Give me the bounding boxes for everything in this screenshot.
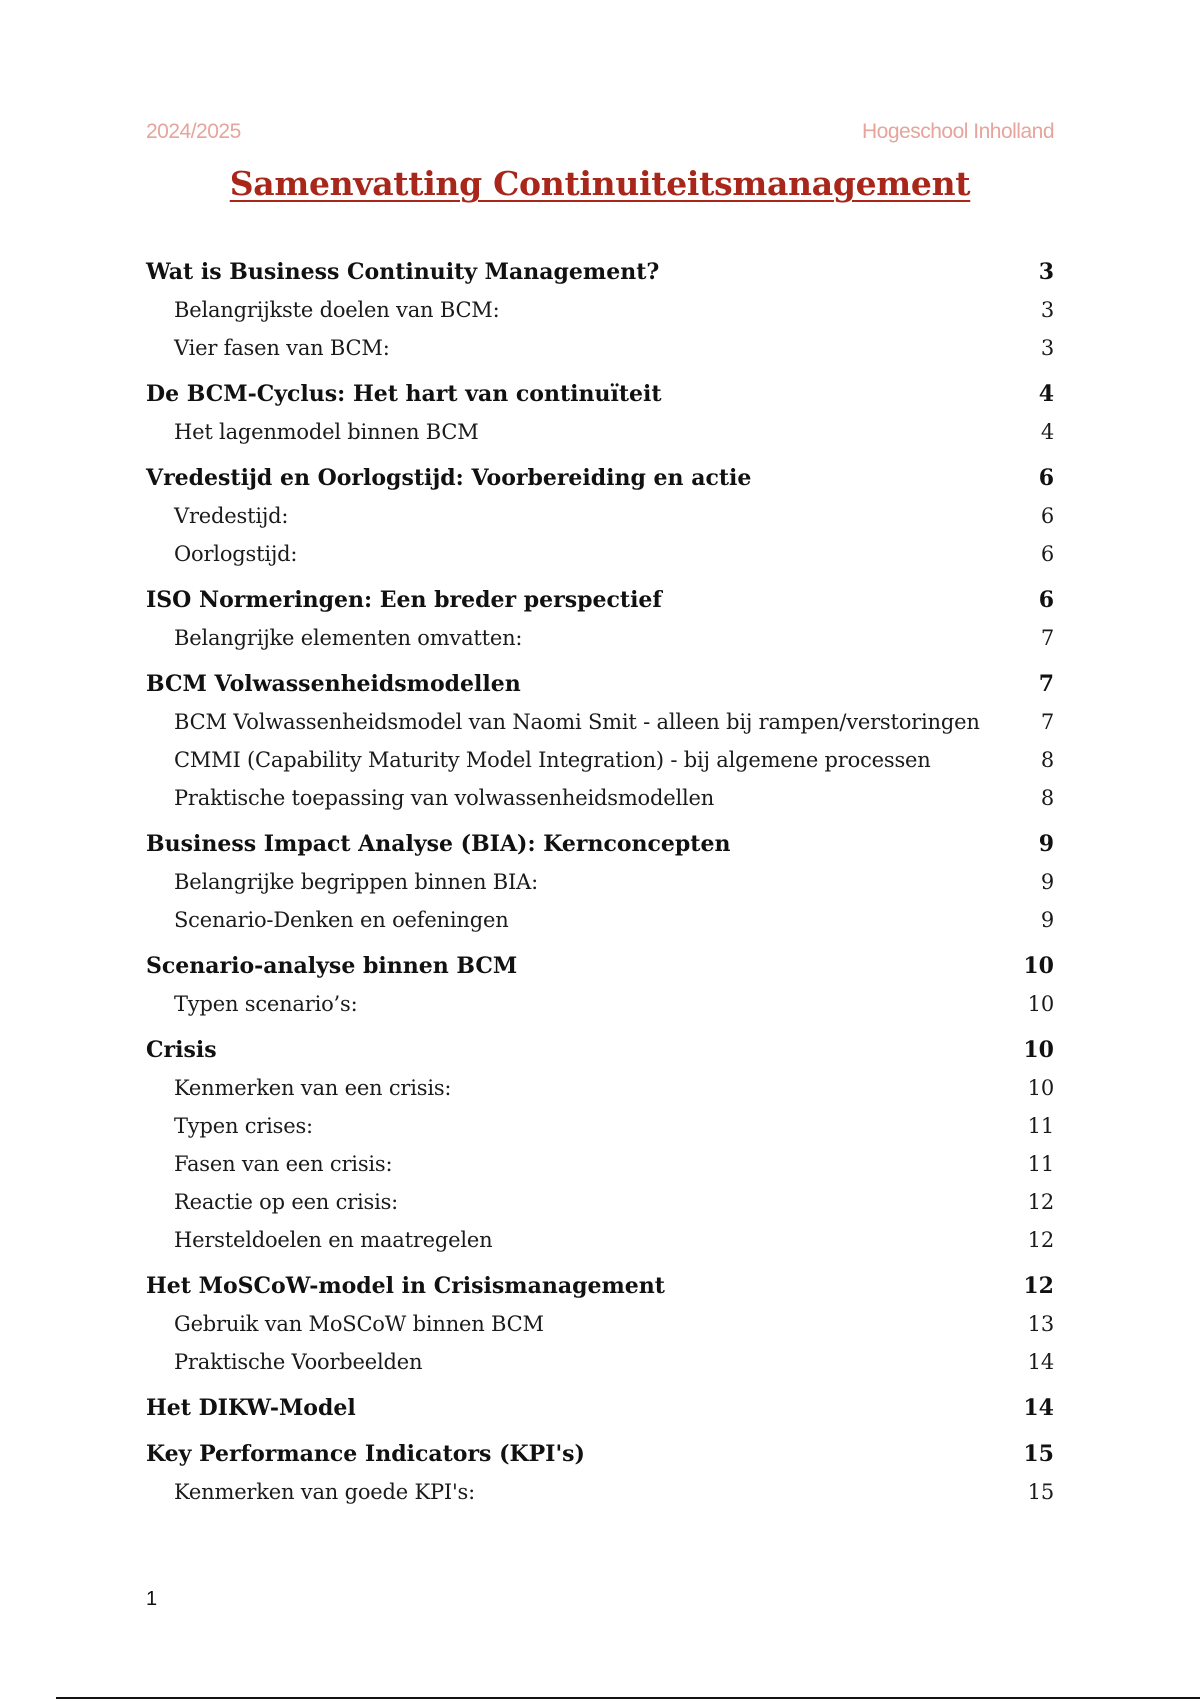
toc-entry-page: 7 [1040,710,1054,734]
toc-entry-label: Gebruik van MoSCoW binnen BCM [174,1312,544,1336]
toc-subsection-entry[interactable] [146,497,1054,535]
toc-entry-label: Belangrijkste doelen van BCM: [174,298,500,322]
toc-section-entry[interactable] [146,947,1054,985]
toc-subsection-entry[interactable] [146,1183,1054,1221]
toc-entry-label: BCM Volwassenheidsmodellen [146,671,521,697]
document-title: Samenvatting Continuiteitsmanagement [229,164,971,203]
toc-section-entry[interactable] [146,1267,1054,1305]
toc-subsection-entry[interactable] [146,329,1054,367]
toc-entry-page: 6 [1040,504,1054,528]
toc-entry-page: 3 [1040,336,1054,360]
toc-entry-page: 9 [1038,831,1054,857]
toc-entry-label: Kenmerken van een crisis: [174,1076,452,1100]
toc-entry-page: 13 [1027,1312,1054,1336]
toc-entry-label: Reactie op een crisis: [174,1190,399,1214]
toc-entry-page: 4 [1040,420,1054,444]
toc-subsection-entry[interactable] [146,863,1054,901]
toc-subsection-entry[interactable] [146,1343,1054,1381]
toc-entry-label: Scenario-Denken en oefeningen [174,908,509,932]
toc-entry-label: Wat is Business Continuity Management? [146,259,660,285]
toc-entry-page: 11 [1027,1152,1054,1176]
toc-entry-page: 12 [1027,1228,1054,1252]
toc-entry-page: 8 [1040,786,1054,810]
toc-subsection-entry[interactable] [146,985,1054,1023]
toc-entry-page: 11 [1027,1114,1054,1138]
toc-section-entry[interactable] [146,1031,1054,1069]
toc-subsection-entry[interactable] [146,741,1054,779]
toc-section-entry[interactable] [146,1435,1054,1473]
toc-entry-label: Typen scenario’s: [174,992,358,1016]
toc-subsection-entry[interactable] [146,619,1054,657]
toc-section-entry[interactable] [146,253,1054,291]
toc-entry-page: 15 [1027,1480,1054,1504]
toc-subsection-entry[interactable] [146,703,1054,741]
toc-entry-label: Praktische toepassing van volwassenheidsmodellen [174,786,715,810]
toc-entry-label: CMMI (Capability Maturity Model Integration) - bij algemene processen [174,748,931,772]
toc-section-entry[interactable] [146,825,1054,863]
toc-entry-page: 7 [1040,626,1054,650]
toc-subsection-entry[interactable] [146,1221,1054,1259]
toc-entry-page: 3 [1040,298,1054,322]
toc-subsection-entry[interactable] [146,535,1054,573]
toc-entry-label: Belangrijke elementen omvatten: [174,626,523,650]
toc-entry-label: Kenmerken van goede KPI's: [174,1480,475,1504]
toc-entry-label: BCM Volwassenheidsmodel van Naomi Smit - alleen bij rampen/verstoringen [174,710,980,734]
page-number: 1 [146,1588,158,1610]
toc-entry-page: 9 [1040,908,1054,932]
toc-entry-label: Fasen van een crisis: [174,1152,393,1176]
table-of-contents [146,253,1054,1511]
toc-entry-label: Typen crises: [174,1114,313,1138]
toc-entry-label: Key Performance Indicators (KPI's) [146,1441,585,1467]
toc-subsection-entry[interactable] [146,291,1054,329]
toc-entry-page: 10 [1027,1076,1054,1100]
toc-subsection-entry[interactable] [146,779,1054,817]
toc-entry-label: Praktische Voorbeelden [174,1350,423,1374]
toc-entry-page: 3 [1038,259,1054,285]
bottom-divider [56,1697,1200,1699]
toc-entry-label: Business Impact Analyse (BIA): Kernconcepten [146,831,731,857]
toc-entry-label: Vredestijd en Oorlogstijd: Voorbereiding en actie [146,465,752,491]
toc-subsection-entry[interactable] [146,1473,1054,1511]
header-year: 2024/2025 [146,120,241,143]
toc-entry-page: 6 [1040,542,1054,566]
toc-entry-label: Vier fasen van BCM: [174,336,390,360]
toc-entry-label: Scenario-analyse binnen BCM [146,953,518,979]
toc-subsection-entry[interactable] [146,901,1054,939]
toc-entry-page: 8 [1040,748,1054,772]
toc-entry-label: Het DIKW-Model [146,1395,356,1421]
toc-entry-page: 10 [1027,992,1054,1016]
toc-entry-page: 10 [1023,953,1054,979]
toc-entry-label: Crisis [146,1037,217,1063]
toc-entry-page: 12 [1023,1273,1054,1299]
toc-entry-label: Oorlogstijd: [174,542,298,566]
toc-entry-label: ISO Normeringen: Een breder perspectief [146,587,662,613]
toc-entry-page: 7 [1038,671,1054,697]
toc-section-entry[interactable] [146,1389,1054,1427]
toc-entry-page: 12 [1027,1190,1054,1214]
toc-entry-page: 15 [1023,1441,1054,1467]
toc-entry-label: Het MoSCoW-model in Crisismanagement [146,1273,665,1299]
header-institution: Hogeschool Inholland [862,120,1054,143]
page-header [146,120,1054,150]
toc-subsection-entry[interactable] [146,1305,1054,1343]
toc-entry-label: Hersteldoelen en maatregelen [174,1228,493,1252]
toc-entry-page: 6 [1038,587,1054,613]
toc-section-entry[interactable] [146,375,1054,413]
toc-section-entry[interactable] [146,459,1054,497]
toc-subsection-entry[interactable] [146,1069,1054,1107]
toc-entry-page: 14 [1023,1395,1054,1421]
toc-section-entry[interactable] [146,665,1054,703]
toc-entry-label: Het lagenmodel binnen BCM [174,420,479,444]
toc-subsection-entry[interactable] [146,413,1054,451]
toc-entry-page: 14 [1027,1350,1054,1374]
toc-entry-page: 9 [1040,870,1054,894]
toc-entry-page: 6 [1038,465,1054,491]
toc-subsection-entry[interactable] [146,1107,1054,1145]
toc-entry-label: Vredestijd: [174,504,289,528]
toc-entry-page: 4 [1038,381,1054,407]
toc-entry-page: 10 [1023,1037,1054,1063]
toc-entry-label: De BCM-Cyclus: Het hart van continuïteit [146,381,662,407]
toc-entry-label: Belangrijke begrippen binnen BIA: [174,870,538,894]
toc-subsection-entry[interactable] [146,1145,1054,1183]
toc-section-entry[interactable] [146,581,1054,619]
